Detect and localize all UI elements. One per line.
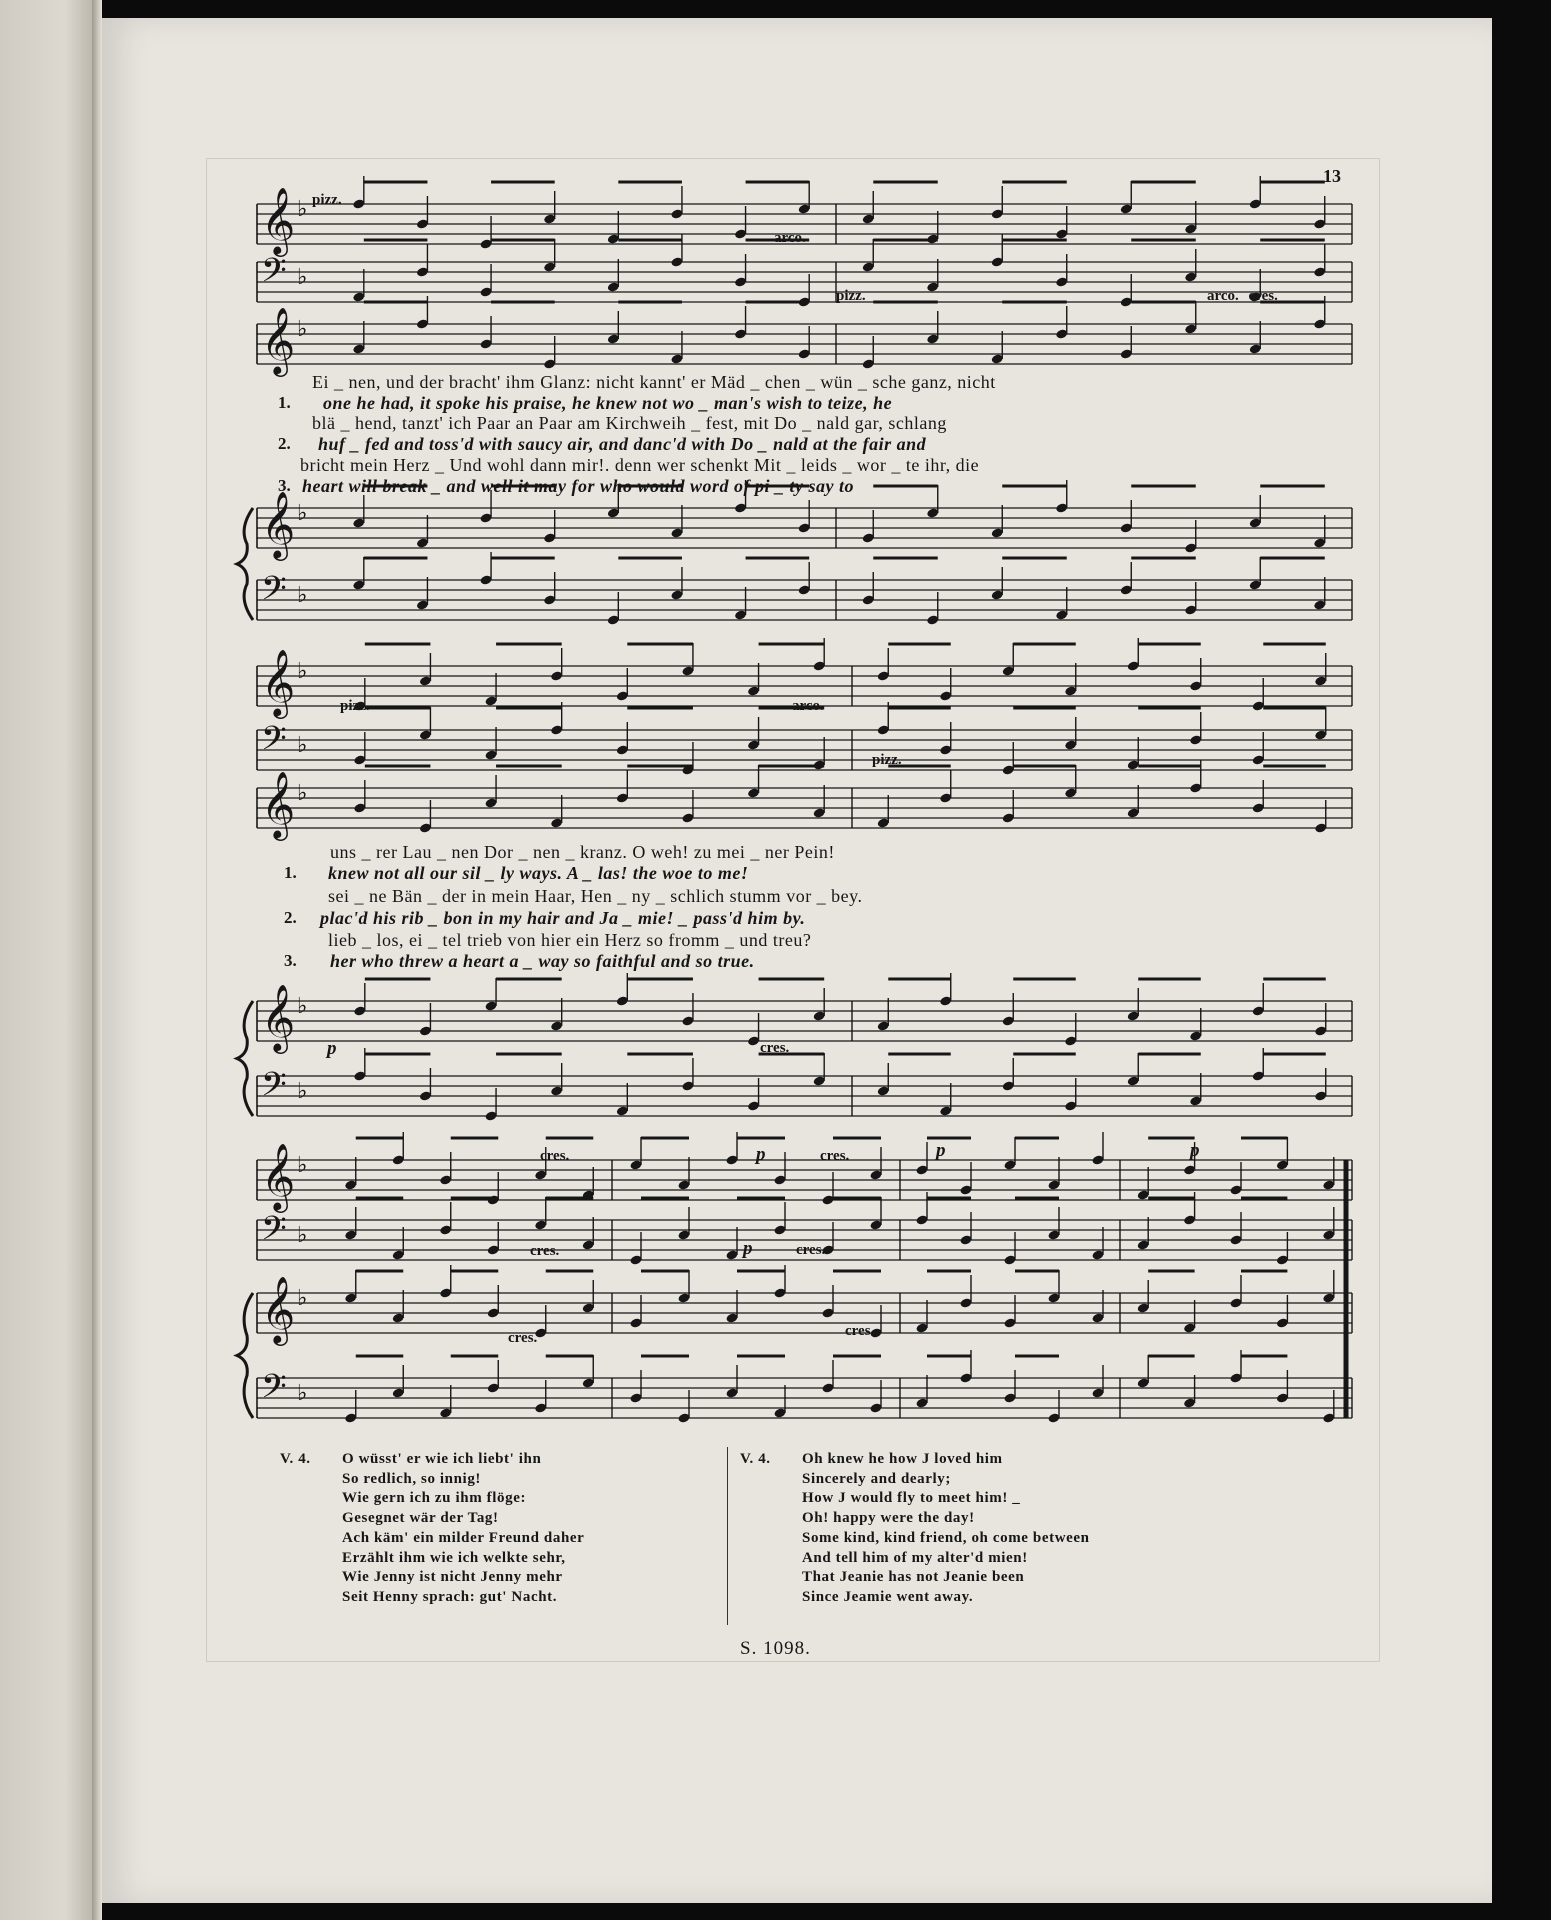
lyric-line-english-v3: heart will break _ and well it may for who would word of pi _ ty say to [302, 476, 855, 496]
verse-line: Ach käm' ein milder Freund daher [342, 1529, 585, 1546]
verse-line: Sincerely and dearly; [802, 1470, 951, 1487]
verse-line: Oh knew he how J loved him [802, 1451, 1003, 1467]
cres-marking: cres. [845, 1323, 875, 1339]
cres-marking: cres. [760, 1040, 790, 1056]
treble-clef: 𝄞 [261, 648, 296, 716]
verse-line: O wüsst' er wie ich liebt' ihn [342, 1451, 542, 1467]
pizz-marking: pizz. [312, 192, 342, 208]
arco-marking: arco. [792, 698, 824, 714]
lyric-line-english-v1: knew not all our sil _ ly ways. A _ las! the woe to me! [328, 863, 749, 883]
verse-line: Erzählt ihm wie ich welkte sehr, [342, 1549, 566, 1566]
bass-clef: 𝄢 [261, 252, 287, 298]
treble-clef: 𝄞 [261, 983, 296, 1051]
verse-line: Wie gern ich zu ihm flöge: [342, 1490, 527, 1507]
pizz-marking: pizz. [340, 698, 370, 714]
bass-clef: 𝄢 [261, 1368, 287, 1414]
page-number: 13 [1323, 166, 1341, 186]
treble-clef: 𝄞 [261, 306, 296, 374]
key-signature-flat: ♭ [297, 659, 308, 684]
piano-dynamic: p [756, 1144, 766, 1165]
verse-number: 3. [278, 476, 291, 495]
lyric-line-german-v3: lieb _ los, ei _ tel trieb von hier ein Herz so fromm _ und treu? [328, 930, 812, 950]
verse-line: Gesegnet wär der Tag! [342, 1510, 499, 1527]
cres-marking: cres. [508, 1330, 538, 1346]
treble-clef: 𝄞 [261, 1142, 296, 1210]
treble-clef: 𝄞 [261, 490, 296, 558]
bass-clef: 𝄢 [261, 720, 287, 766]
verse-line: Wie Jenny ist nicht Jenny mehr [342, 1569, 563, 1586]
piano-brace [237, 1293, 253, 1418]
verse-number: 3. [284, 951, 297, 970]
piano-brace [237, 508, 253, 620]
cres-marking: cres. [530, 1243, 560, 1259]
verse-line: Some kind, kind friend, oh come between [802, 1529, 1090, 1546]
bass-clef: 𝄢 [261, 1066, 287, 1112]
cres-marking: cres. [820, 1148, 850, 1164]
verse-number: 1. [278, 393, 291, 412]
lyric-line-english-v3: her who threw a heart a _ way so faithful and so true. [330, 951, 755, 971]
treble-clef: 𝄞 [261, 186, 296, 254]
verse4-label: V. 4. [740, 1451, 771, 1467]
verse4-german [280, 1450, 584, 1608]
treble-clef: 𝄞 [261, 1275, 296, 1343]
verse-line: So redlich, so innig! [342, 1470, 482, 1487]
verse-divider [727, 1447, 728, 1625]
lyric-line-english-v2: plac'd his rib _ bon in my hair and Ja _ mie! _ pass'd him by. [320, 908, 806, 928]
lyric-line-german-v3: bricht mein Herz _ Und wohl dann mir!. denn wer schenkt Mit _ leids _ wor _ te ihr, die [300, 455, 980, 475]
pizz-marking: pizz. [836, 288, 866, 304]
key-signature-flat: ♭ [297, 733, 308, 758]
key-signature-flat: ♭ [297, 1153, 308, 1178]
verse-line: And tell him of my alter'd mien! [802, 1549, 1028, 1566]
bass-clef: 𝄢 [261, 570, 287, 616]
verse-line: Oh! happy were the day! [802, 1510, 975, 1527]
lyric-line-german-v2: sei _ ne Bän _ der in mein Haar, Hen _ ny _ schlich stumm vor _ bey. [328, 886, 863, 906]
key-signature-flat: ♭ [297, 1286, 308, 1311]
lyric-line-german: uns _ rer Lau _ nen Dor _ nen _ kranz. O weh! zu mei _ ner Pein! [330, 842, 835, 862]
verse-line: That Jeanie has not Jeanie been [802, 1569, 1025, 1586]
piano-dynamic: p [743, 1238, 753, 1259]
piano-dynamic: p [327, 1038, 337, 1059]
piano-brace [237, 1001, 253, 1116]
key-signature-flat: ♭ [297, 197, 308, 222]
key-signature-flat: ♭ [297, 1381, 308, 1406]
key-signature-flat: ♭ [297, 1079, 308, 1104]
lyric-line-english-v2: huf _ fed and toss'd with saucy air, and danc'd with Do _ nald at the fair and [318, 434, 927, 454]
cres-marking: cres. [540, 1148, 570, 1164]
key-signature-flat: ♭ [297, 501, 308, 526]
lyric-line-german-v2: blä _ hend, tanzt' ich Paar an Paar am Kirchweih _ fest, mit Do _ nald gar, schlang [312, 413, 947, 433]
key-signature-flat: ♭ [297, 265, 308, 290]
verse-number: 2. [278, 434, 291, 453]
verse-line: Seit Henny sprach: gut' Nacht. [342, 1588, 558, 1605]
key-signature-flat: ♭ [297, 781, 308, 806]
key-signature-flat: ♭ [297, 1223, 308, 1248]
key-signature-flat: ♭ [297, 583, 308, 608]
verse-number: 2. [284, 908, 297, 927]
key-signature-flat: ♭ [297, 317, 308, 342]
lyric-line-english-v1: one he had, it spoke his praise, he knew not wo _ man's wish to teize, he [323, 393, 893, 413]
lyric-line-german: Ei _ nen, und der bracht' ihm Glanz: nicht kannt' er Mäd _ chen _ wün _ sche ganz, nicht [312, 372, 996, 392]
bass-clef: 𝄢 [261, 1210, 287, 1256]
arco-marking: arco. [774, 230, 806, 246]
piano-dynamic: p [1190, 1140, 1200, 1161]
treble-clef: 𝄞 [261, 770, 296, 838]
piano-dynamic: p [936, 1140, 946, 1161]
cres-marking: cres. [796, 1242, 826, 1258]
catalog-number: S. 1098. [740, 1638, 811, 1659]
verse-line: How J would fly to meet him! _ [802, 1490, 1021, 1507]
verse4-english [740, 1450, 1090, 1608]
arco-cres-marking: arco. cres. [1207, 288, 1278, 304]
key-signature-flat: ♭ [297, 994, 308, 1019]
verse-line: Since Jeamie went away. [802, 1588, 974, 1605]
verse4-label: V. 4. [280, 1451, 311, 1467]
verse-number: 1. [284, 863, 297, 882]
pizz-marking: pizz. [872, 752, 902, 768]
